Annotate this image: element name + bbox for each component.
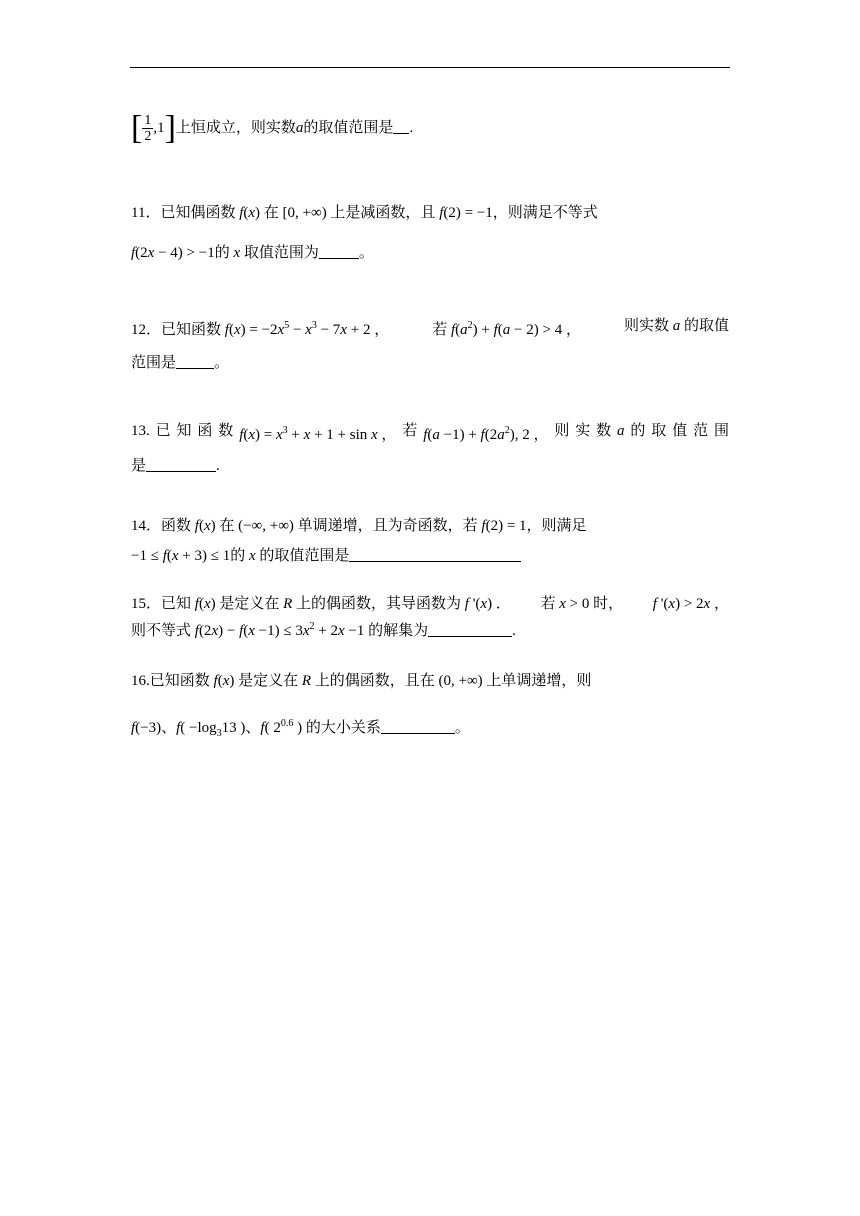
header-rule xyxy=(130,67,730,68)
question-13-line1: 13. 已 知 函 数 $f(x) = x^3 + x + 1 + \sin x$ ， 若 $f(a -1) + f(2a^2)$, 2 ， 则 实 数 a 的 取 值 范 围 xyxy=(131,423,729,443)
question-10-tail: [ $\frac{1}{2}$ ,1]上恒成立，则实数a的取值范围是 . xyxy=(131,109,414,147)
question-14-line1: 14．函数 f(x) 在 (−∞, +∞) 单调递增，且为奇函数，若 f(2) = 1，则满足 xyxy=(131,518,587,534)
question-14-line2: −1 ≤ f(x + 3) ≤ 1的 x 的取值范围是 xyxy=(131,546,521,566)
question-12-line1: 12．已知函数 $f(x) = -2x^5 - x^3 - 7x + 2$ ， 若 $f(a^2) + f(a - 2) > 4$ ， 则实数 a 的取值 xyxy=(131,318,729,338)
question-15-line1: 15．已知 f(x) 是定义在 R 上的偶函数，其导函数为 f '(x) ． 若 x > 0 时， f '(x) > 2x ， xyxy=(131,596,729,612)
question-13-line2: 是 . xyxy=(131,458,220,474)
question-11-line2: f(2x − 4) > −1的 x 取值范围为 。 xyxy=(131,245,374,261)
question-11-line1: 11．已知偶函数 f(x) 在 [0, +∞) 上是减函数，且 f(2) = −1，则满足不等式 xyxy=(131,205,598,221)
question-12-line2: 范围是 。 xyxy=(131,355,230,371)
question-15-line2: 则不等式 $f(2x) - f(x -1) \le 3x^2 + 2x -1$ 的解集为 . xyxy=(131,621,516,639)
question-16-line1: 16.已知函数 f(x) 是定义在 R 上的偶函数，且在 (0, +∞) 上单调递增，则 xyxy=(131,673,592,689)
question-16-line2: f(−3)、$f( -\log_313$ )、f( $2^{0.6}$ ) 的大小关系 。 xyxy=(131,718,470,739)
